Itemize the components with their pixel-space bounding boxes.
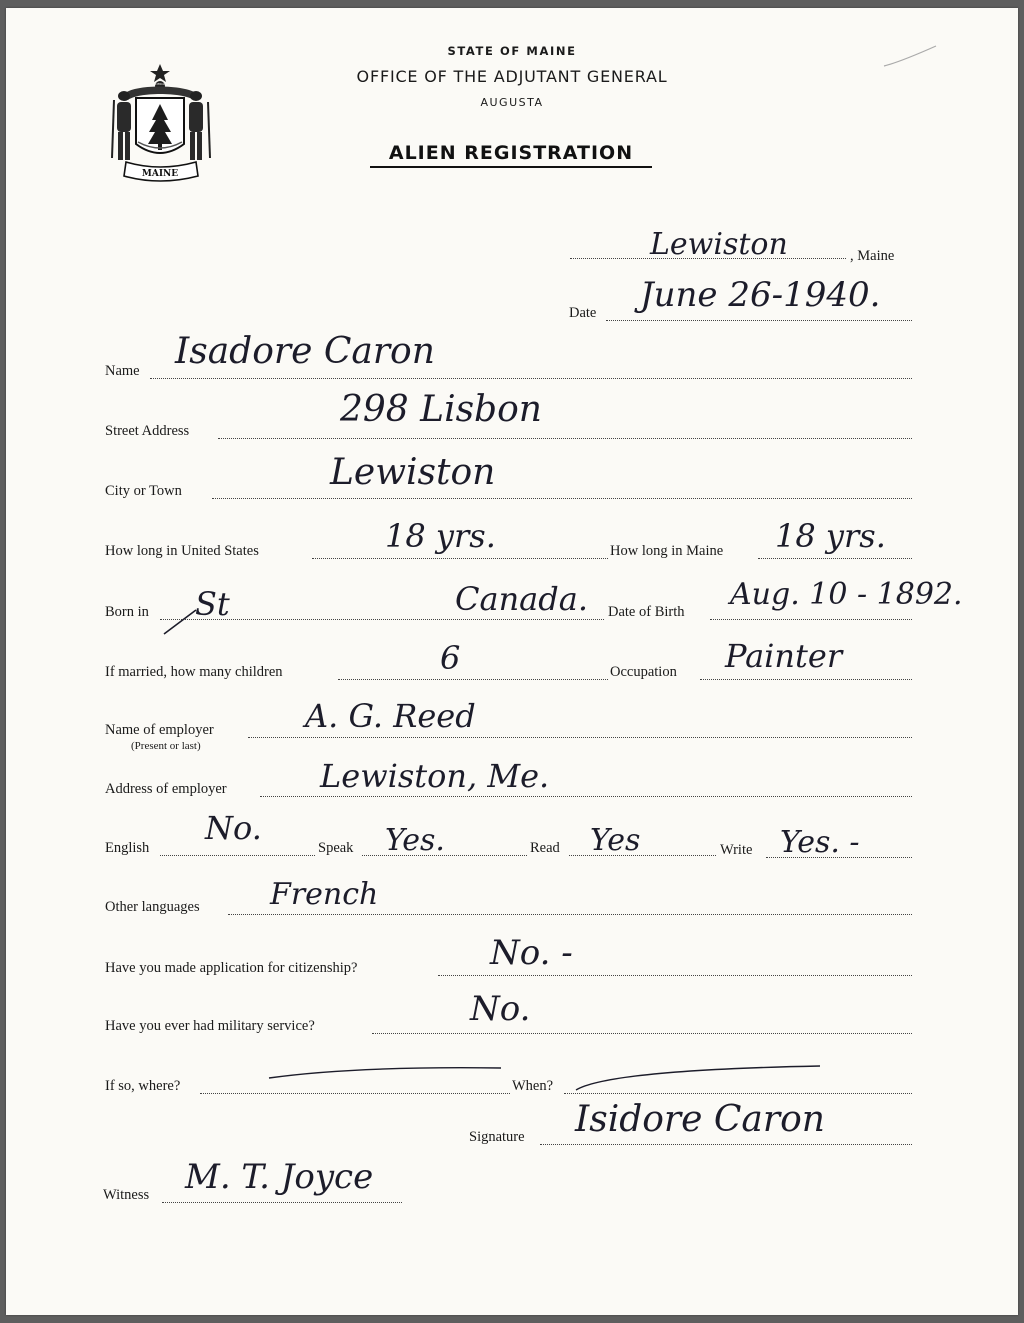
employer-name-label: Name of employer [105, 722, 214, 738]
citizenship-line [438, 975, 912, 976]
witness-label: Witness [103, 1187, 150, 1203]
other-languages-value: French [270, 877, 379, 912]
when-label: When? [512, 1078, 554, 1094]
name-line [150, 378, 912, 379]
speak-value: Yes. [385, 823, 445, 858]
name-value: Isadore Caron [175, 331, 435, 372]
date-of-birth-label: Date of Birth [608, 604, 685, 620]
employer-address-label: Address of employer [105, 781, 227, 797]
street-address-value: 298 Lisbon [340, 389, 542, 430]
date-label: Date [569, 305, 597, 321]
other-languages-line [228, 914, 912, 915]
born-in-value: St [195, 585, 230, 623]
date-of-birth-line [710, 619, 912, 620]
if-so-where-label: If so, where? [105, 1078, 181, 1094]
english-value: No. [205, 809, 262, 847]
form-title: ALIEN REGISTRATION [370, 142, 652, 168]
signature-label: Signature [469, 1129, 525, 1145]
city-value: Lewiston [330, 452, 496, 493]
date-of-birth-value: Aug. 10 - 1892. [730, 577, 963, 612]
speak-label: Speak [318, 840, 354, 856]
header-office: OFFICE OF THE ADJUTANT GENERAL [356, 67, 668, 86]
date-line [606, 320, 912, 321]
english-line [160, 855, 315, 856]
military-label: Have you ever had military service? [105, 1018, 315, 1034]
name-label: Name [105, 363, 140, 379]
occupation-label: Occupation [610, 664, 677, 680]
seal-motto-text: DIRIGO [154, 82, 166, 86]
how-long-maine-line [758, 558, 912, 559]
occupation-line [700, 679, 912, 680]
citizenship-value: No. - [490, 933, 573, 973]
place-suffix-label: , Maine [850, 248, 895, 264]
how-long-maine-label: How long in Maine [610, 543, 724, 559]
employer-address-line [260, 796, 912, 797]
city-label: City or Town [105, 483, 182, 499]
street-address-label: Street Address [105, 423, 190, 439]
registration-form-sheet [6, 8, 1018, 1315]
if-so-where-line [200, 1093, 510, 1094]
signature-line [540, 1144, 912, 1145]
how-long-maine-value: 18 yrs. [775, 517, 886, 555]
city-line [212, 498, 912, 499]
date-value: June 26-1940. [640, 275, 881, 315]
children-line [338, 679, 608, 680]
born-in-slash-stroke [160, 600, 200, 640]
english-label: English [105, 840, 150, 856]
street-address-line [218, 438, 912, 439]
born-in-label: Born in [105, 604, 149, 620]
seal-banner-text: MAINE [141, 169, 179, 179]
header-city: AUGUSTA [480, 96, 544, 109]
place-value: Lewiston [650, 227, 788, 262]
if-so-where-dash-stroke [265, 1062, 505, 1082]
children-value: 6 [440, 639, 461, 677]
employer-address-value: Lewiston, Me. [320, 757, 550, 795]
citizenship-label: Have you made application for citizenship? [105, 960, 358, 976]
born-in-country-value: Canada. [455, 580, 588, 618]
employer-name-sublabel: (Present or last) [131, 740, 201, 752]
military-line [372, 1033, 912, 1034]
occupation-value: Painter [725, 637, 843, 675]
witness-value: M. T. Joyce [185, 1157, 374, 1197]
read-value: Yes [590, 823, 641, 858]
header-state: STATE OF MAINE [447, 44, 577, 58]
how-long-us-label: How long in United States [105, 543, 259, 559]
how-long-us-value: 18 yrs. [385, 517, 496, 555]
write-label: Write [720, 842, 753, 858]
witness-line [162, 1202, 402, 1203]
children-label: If married, how many children [105, 664, 283, 680]
other-languages-label: Other languages [105, 899, 200, 915]
read-label: Read [530, 840, 560, 856]
write-value: Yes. - [780, 825, 860, 860]
military-value: No. [470, 989, 531, 1029]
how-long-us-line [312, 558, 608, 559]
signature-value: Isidore Caron [575, 1099, 825, 1140]
employer-name-value: A. G. Reed [305, 697, 476, 735]
employer-name-line [248, 737, 912, 738]
when-dash-stroke [570, 1060, 830, 1094]
